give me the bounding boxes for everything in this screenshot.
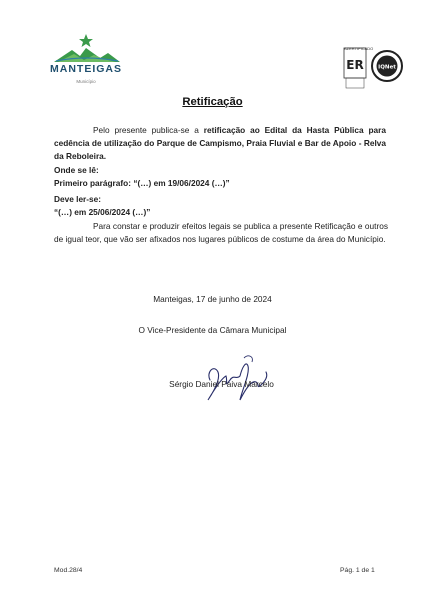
intro-text: Pelo presente publica-se a	[93, 125, 204, 135]
signatory-name: Sérgio Daniel Paiva Marcelo	[169, 379, 274, 389]
certification-seal-icon	[343, 44, 405, 94]
onde-se-le-label: Onde se lê:	[54, 165, 99, 175]
document-date: Manteigas, 17 de junho de 2024	[153, 294, 272, 304]
document-title: Retificação	[182, 96, 243, 108]
corrected-value: “(…) em 25/06/2024 (…)”	[54, 207, 151, 217]
primeiro-paragrafo-line	[54, 177, 230, 190]
intro-bold-text: retificação ao Edital da Hasta Pública para cedência de utilização do Parque de Campismo, Praia Fluvial e Bar de Apoio - Relva da Reboleira.	[54, 125, 386, 161]
primeiro-paragrafo-label: Primeiro parágrafo:	[54, 178, 134, 188]
signatory-role: O Vice-Presidente da Câmara Municipal	[138, 325, 287, 335]
intro-paragraph	[54, 124, 386, 162]
closing-paragraph: Para constar e produzir efeitos legais se publica a presente Retificação e outros de igual teor, que vão ser afixados nos lugares públicos de costume da área do Município.	[54, 221, 388, 244]
iqnet-text: IQNet	[378, 64, 396, 71]
logo-subtitle: Município	[76, 79, 96, 84]
primeiro-paragrafo-value: “(…) em 19/06/2024 (…)”	[133, 178, 230, 188]
page-number: Pág. 1 de 1	[340, 567, 375, 574]
cert-mark-text: ER	[346, 58, 364, 72]
logo-wordmark: MANTEIGAS	[50, 63, 122, 75]
cert-label: AZERTIFICADO	[344, 46, 374, 51]
model-code: Mod.28/4	[54, 567, 83, 574]
deve-ler-se-label: Deve ler-se:	[54, 194, 102, 204]
